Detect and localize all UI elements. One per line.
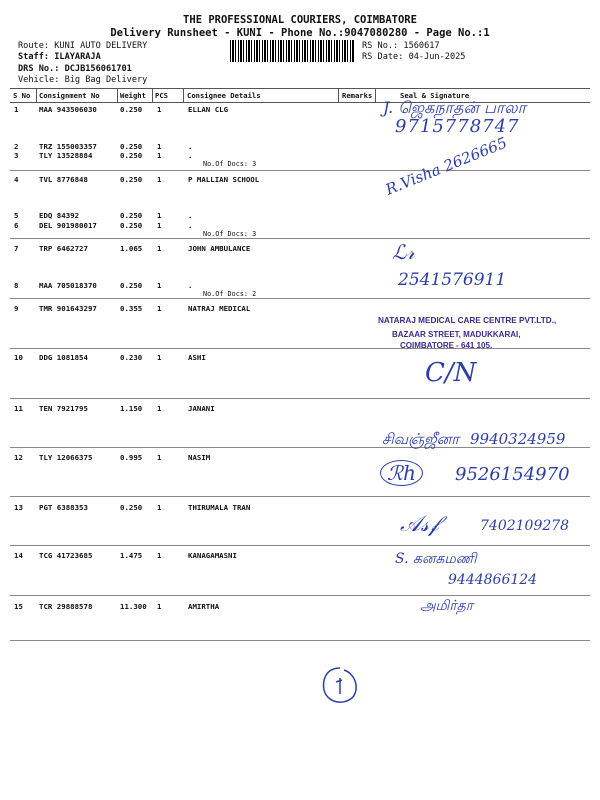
col-weight: Weight (120, 91, 146, 100)
barcode (230, 40, 355, 62)
drs-label: DRS No.: DCJB156061701 (18, 64, 132, 74)
signature-12-scribble: ℛℎ (380, 460, 423, 486)
route-label: Route: KUNI AUTO DELIVERY (18, 41, 148, 51)
signature-4: R.Visha 2626665 (383, 133, 510, 199)
signature-14-name: S. கனகமணி (395, 551, 477, 567)
signature-11-phone: 9940324959 (470, 430, 566, 448)
no-of-docs: No.Of Docs: 3 (203, 230, 257, 238)
company-title: THE PROFESSIONAL COURIERS, COIMBATORE (183, 14, 417, 26)
vehicle-label: Vehicle: Big Bag Delivery (18, 75, 148, 85)
signature-7-phone: 2541576911 (398, 270, 507, 290)
signature-1-name: J. ஜெகநாதன் பாலா (383, 98, 526, 117)
no-of-docs: No.Of Docs: 3 (203, 160, 257, 168)
signature-14-phone: 9444866124 (448, 572, 538, 588)
col-consignment: Consignment No (39, 91, 100, 100)
rs-date: RS Date: 04-Jun-2025 (362, 52, 466, 62)
col-remarks: Remarks (342, 91, 373, 100)
no-of-docs: No.Of Docs: 2 (203, 290, 257, 298)
signature-7-scribble: ℒ𝓇 (392, 240, 415, 264)
rs-number: RS No.: 1560617 (362, 41, 440, 51)
col-consignee: Consignee Details (187, 91, 261, 100)
seal-line-1: NATARAJ MEDICAL CARE CENTRE PVT.LTD., (378, 316, 557, 325)
signature-12-phone: 9526154970 (455, 464, 570, 485)
seal-line-3: COIMBATORE - 641 105. (400, 341, 493, 350)
col-signature: Seal & Signature (400, 91, 470, 100)
col-pcs: PCS (155, 91, 168, 100)
col-sno: S No (13, 91, 31, 100)
signature-10: C/N (425, 358, 477, 388)
runsheet-title: Delivery Runsheet - KUNI - Phone No.:9047080280 - Page No.:1 (110, 27, 490, 39)
pen-mark-icon (318, 664, 362, 708)
staff-label: Staff: ILAYARAJA (18, 52, 101, 62)
seal-line-2: BAZAAR STREET, MADUKKARAI, (392, 330, 521, 339)
signature-13-phone: 7402109278 (480, 518, 570, 534)
signature-1-phone: 9715778747 (395, 116, 520, 137)
signature-11-name: சிவஞ்ஜீனா (382, 430, 460, 448)
signature-15: அமிர்தா (420, 598, 474, 614)
signature-13-scribble: 𝒜𝓈𝒻 (400, 512, 439, 537)
